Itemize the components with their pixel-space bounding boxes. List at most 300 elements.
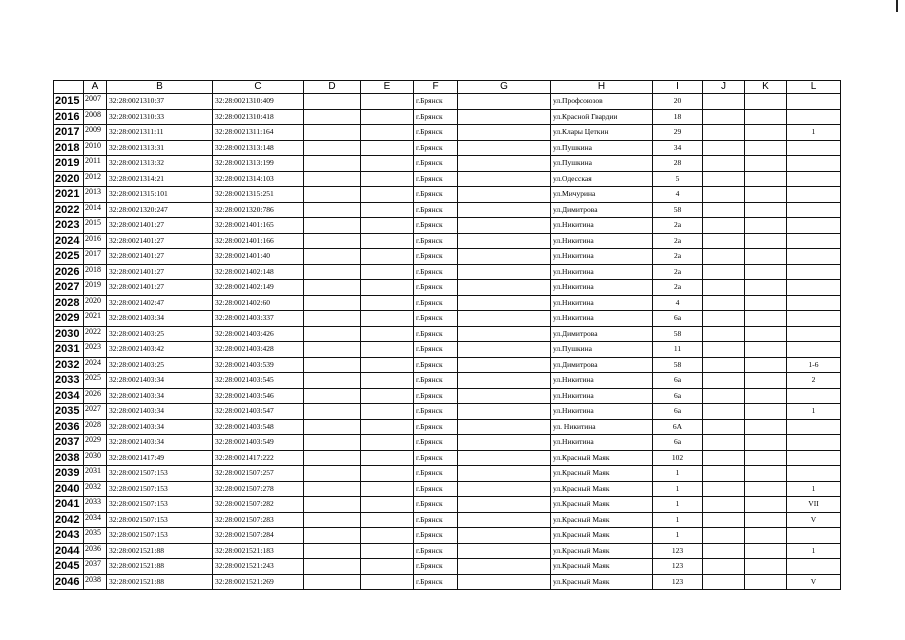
cell-a-id[interactable]: 2007 [84,94,107,110]
cell-c-cadastral-number[interactable]: 32:28:0021401:40 [213,249,304,265]
cell-j[interactable] [703,311,745,327]
row-number[interactable]: 2043 [54,528,84,544]
cell-a-id[interactable]: 2019 [84,280,107,296]
cell-i-house[interactable]: 102 [653,450,703,466]
cell-l-note[interactable] [787,202,841,218]
cell-e[interactable] [361,404,414,420]
cell-a-id[interactable]: 2011 [84,156,107,172]
cell-f-city[interactable]: г.Брянск [414,373,458,389]
row-number[interactable]: 2040 [54,481,84,497]
cell-a-id[interactable]: 2009 [84,125,107,141]
cell-h-street[interactable]: ул.Никитина [551,249,653,265]
cell-e[interactable] [361,171,414,187]
cell-l-note[interactable]: 1 [787,481,841,497]
cell-e[interactable] [361,543,414,559]
cell-i-house[interactable]: 6а [653,311,703,327]
cell-c-cadastral-number[interactable]: 32:28:0021403:547 [213,404,304,420]
cell-i-house[interactable]: 2а [653,218,703,234]
cell-h-street[interactable]: ул.Профсоюзов [551,94,653,110]
cell-e[interactable] [361,559,414,575]
cell-b-cadastral-number[interactable]: 32:28:0021403:34 [107,311,213,327]
cell-f-city[interactable]: г.Брянск [414,202,458,218]
cell-b-cadastral-number[interactable]: 32:28:0021401:27 [107,218,213,234]
cell-c-cadastral-number[interactable]: 32:28:0021507:278 [213,481,304,497]
cell-b-cadastral-number[interactable]: 32:28:0021507:153 [107,512,213,528]
cell-d[interactable] [304,466,361,482]
cell-g[interactable] [458,342,551,358]
cell-b-cadastral-number[interactable]: 32:28:0021403:25 [107,326,213,342]
cell-g[interactable] [458,450,551,466]
cell-l-note[interactable]: 1 [787,125,841,141]
cell-f-city[interactable]: г.Брянск [414,559,458,575]
cell-h-street[interactable]: ул.Красный Маяк [551,481,653,497]
cell-g[interactable] [458,559,551,575]
column-header-b[interactable]: B [107,81,213,94]
cell-e[interactable] [361,357,414,373]
cell-b-cadastral-number[interactable]: 32:28:0021507:153 [107,466,213,482]
cell-a-id[interactable]: 2008 [84,109,107,125]
cell-i-house[interactable]: 20 [653,94,703,110]
cell-h-street[interactable]: ул.Никитина [551,280,653,296]
cell-b-cadastral-number[interactable]: 32:28:0021403:34 [107,404,213,420]
cell-k[interactable] [745,326,787,342]
cell-f-city[interactable]: г.Брянск [414,233,458,249]
cell-h-street[interactable]: ул.Пушкина [551,140,653,156]
cell-g[interactable] [458,94,551,110]
cell-e[interactable] [361,497,414,513]
cell-h-street[interactable]: ул.Красный Маяк [551,497,653,513]
cell-a-id[interactable]: 2037 [84,559,107,575]
cell-k[interactable] [745,202,787,218]
cell-a-id[interactable]: 2030 [84,450,107,466]
cell-l-note[interactable] [787,140,841,156]
cell-d[interactable] [304,109,361,125]
row-number[interactable]: 2015 [54,94,84,110]
cell-a-id[interactable]: 2026 [84,388,107,404]
cell-i-house[interactable]: 2а [653,264,703,280]
cell-c-cadastral-number[interactable]: 32:28:0021315:251 [213,187,304,203]
cell-g[interactable] [458,140,551,156]
cell-d[interactable] [304,156,361,172]
cell-f-city[interactable]: г.Брянск [414,543,458,559]
cell-k[interactable] [745,528,787,544]
cell-l-note[interactable] [787,218,841,234]
cell-l-note[interactable] [787,171,841,187]
cell-i-house[interactable]: 1 [653,528,703,544]
cell-l-note[interactable] [787,342,841,358]
cell-d[interactable] [304,559,361,575]
cell-f-city[interactable]: г.Брянск [414,357,458,373]
cell-e[interactable] [361,388,414,404]
row-number[interactable]: 2028 [54,295,84,311]
cell-g[interactable] [458,435,551,451]
cell-e[interactable] [361,140,414,156]
cell-h-street[interactable]: ул.Димитрова [551,326,653,342]
cell-j[interactable] [703,497,745,513]
cell-l-note[interactable]: V [787,574,841,590]
column-header-e[interactable]: E [361,81,414,94]
row-number[interactable]: 2045 [54,559,84,575]
column-header-i[interactable]: I [653,81,703,94]
cell-j[interactable] [703,450,745,466]
row-number[interactable]: 2041 [54,497,84,513]
cell-i-house[interactable]: 123 [653,574,703,590]
cell-g[interactable] [458,280,551,296]
cell-b-cadastral-number[interactable]: 32:28:0021313:31 [107,140,213,156]
cell-i-house[interactable]: 18 [653,109,703,125]
cell-j[interactable] [703,512,745,528]
cell-a-id[interactable]: 2027 [84,404,107,420]
row-number[interactable]: 2034 [54,388,84,404]
cell-h-street[interactable]: ул.Красной Гвардии [551,109,653,125]
cell-d[interactable] [304,373,361,389]
cell-c-cadastral-number[interactable]: 32:28:0021403:428 [213,342,304,358]
cell-k[interactable] [745,450,787,466]
cell-h-street[interactable]: ул. Никитина [551,419,653,435]
cell-g[interactable] [458,249,551,265]
cell-d[interactable] [304,295,361,311]
cell-c-cadastral-number[interactable]: 32:28:0021521:183 [213,543,304,559]
cell-g[interactable] [458,202,551,218]
cell-j[interactable] [703,574,745,590]
cell-l-note[interactable]: 1 [787,543,841,559]
cell-j[interactable] [703,559,745,575]
cell-e[interactable] [361,218,414,234]
cell-b-cadastral-number[interactable]: 32:28:0021507:153 [107,528,213,544]
cell-c-cadastral-number[interactable]: 32:28:0021521:269 [213,574,304,590]
cell-g[interactable] [458,543,551,559]
cell-f-city[interactable]: г.Брянск [414,528,458,544]
cell-i-house[interactable]: 58 [653,326,703,342]
row-number[interactable]: 2027 [54,280,84,296]
cell-i-house[interactable]: 11 [653,342,703,358]
cell-k[interactable] [745,218,787,234]
row-number[interactable]: 2020 [54,171,84,187]
cell-h-street[interactable]: ул.Красный Маяк [551,528,653,544]
cell-a-id[interactable]: 2038 [84,574,107,590]
cell-c-cadastral-number[interactable]: 32:28:0021417:222 [213,450,304,466]
cell-c-cadastral-number[interactable]: 32:28:0021310:418 [213,109,304,125]
cell-g[interactable] [458,295,551,311]
cell-d[interactable] [304,187,361,203]
cell-g[interactable] [458,388,551,404]
row-number[interactable]: 2025 [54,249,84,265]
cell-e[interactable] [361,187,414,203]
cell-g[interactable] [458,233,551,249]
row-number[interactable]: 2029 [54,311,84,327]
cell-k[interactable] [745,574,787,590]
cell-i-house[interactable]: 34 [653,140,703,156]
cell-a-id[interactable]: 2014 [84,202,107,218]
cell-h-street[interactable]: ул.Никитина [551,264,653,280]
cell-i-house[interactable]: 123 [653,559,703,575]
cell-d[interactable] [304,357,361,373]
cell-b-cadastral-number[interactable]: 32:28:0021403:34 [107,435,213,451]
cell-j[interactable] [703,466,745,482]
cell-h-street[interactable]: ул.Никитина [551,218,653,234]
cell-f-city[interactable]: г.Брянск [414,419,458,435]
cell-c-cadastral-number[interactable]: 32:28:0021403:539 [213,357,304,373]
cell-e[interactable] [361,574,414,590]
cell-i-house[interactable]: 2а [653,249,703,265]
column-header-l[interactable]: L [787,81,841,94]
cell-k[interactable] [745,295,787,311]
cell-d[interactable] [304,249,361,265]
column-header-f[interactable]: F [414,81,458,94]
cell-j[interactable] [703,404,745,420]
cell-e[interactable] [361,435,414,451]
cell-a-id[interactable]: 2013 [84,187,107,203]
row-number[interactable]: 2026 [54,264,84,280]
cell-d[interactable] [304,574,361,590]
cell-d[interactable] [304,481,361,497]
cell-j[interactable] [703,171,745,187]
cell-f-city[interactable]: г.Брянск [414,140,458,156]
cell-d[interactable] [304,311,361,327]
cell-l-note[interactable]: VII [787,497,841,513]
cell-k[interactable] [745,140,787,156]
cell-k[interactable] [745,109,787,125]
column-header-d[interactable]: D [304,81,361,94]
row-number[interactable]: 2019 [54,156,84,172]
row-number[interactable]: 2039 [54,466,84,482]
cell-b-cadastral-number[interactable]: 32:28:0021311:11 [107,125,213,141]
cell-b-cadastral-number[interactable]: 32:28:0021403:34 [107,373,213,389]
cell-f-city[interactable]: г.Брянск [414,326,458,342]
cell-h-street[interactable]: ул.Красный Маяк [551,543,653,559]
cell-l-note[interactable] [787,109,841,125]
column-header-h[interactable]: H [551,81,653,94]
cell-g[interactable] [458,264,551,280]
cell-g[interactable] [458,404,551,420]
cell-d[interactable] [304,404,361,420]
cell-i-house[interactable]: 1 [653,497,703,513]
cell-j[interactable] [703,357,745,373]
cell-f-city[interactable]: г.Брянск [414,512,458,528]
cell-d[interactable] [304,388,361,404]
cell-f-city[interactable]: г.Брянск [414,481,458,497]
cell-b-cadastral-number[interactable]: 32:28:0021403:42 [107,342,213,358]
cell-d[interactable] [304,202,361,218]
cell-e[interactable] [361,156,414,172]
cell-d[interactable] [304,125,361,141]
cell-j[interactable] [703,373,745,389]
row-number[interactable]: 2038 [54,450,84,466]
cell-k[interactable] [745,559,787,575]
cell-d[interactable] [304,528,361,544]
cell-b-cadastral-number[interactable]: 32:28:0021314:21 [107,171,213,187]
cell-d[interactable] [304,264,361,280]
cell-k[interactable] [745,264,787,280]
cell-d[interactable] [304,326,361,342]
cell-i-house[interactable]: 1 [653,512,703,528]
cell-j[interactable] [703,156,745,172]
cell-g[interactable] [458,156,551,172]
cell-e[interactable] [361,202,414,218]
cell-l-note[interactable] [787,311,841,327]
cell-j[interactable] [703,140,745,156]
row-number[interactable]: 2030 [54,326,84,342]
cell-j[interactable] [703,264,745,280]
cell-l-note[interactable] [787,249,841,265]
cell-e[interactable] [361,94,414,110]
cell-g[interactable] [458,326,551,342]
cell-e[interactable] [361,311,414,327]
cell-a-id[interactable]: 2025 [84,373,107,389]
cell-g[interactable] [458,311,551,327]
cell-e[interactable] [361,528,414,544]
cell-f-city[interactable]: г.Брянск [414,404,458,420]
corner-cell[interactable] [54,81,84,94]
cell-l-note[interactable] [787,94,841,110]
cell-i-house[interactable]: 6а [653,388,703,404]
cell-b-cadastral-number[interactable]: 32:28:0021507:153 [107,497,213,513]
row-number[interactable]: 2017 [54,125,84,141]
cell-g[interactable] [458,419,551,435]
cell-i-house[interactable]: 6а [653,404,703,420]
cell-b-cadastral-number[interactable]: 32:28:0021315:101 [107,187,213,203]
cell-h-street[interactable]: ул.Никитина [551,233,653,249]
cell-h-street[interactable]: ул.Никитина [551,311,653,327]
cell-f-city[interactable]: г.Брянск [414,450,458,466]
row-number[interactable]: 2035 [54,404,84,420]
cell-j[interactable] [703,249,745,265]
cell-k[interactable] [745,280,787,296]
cell-l-note[interactable] [787,295,841,311]
cell-f-city[interactable]: г.Брянск [414,574,458,590]
cell-k[interactable] [745,512,787,528]
cell-d[interactable] [304,342,361,358]
cell-h-street[interactable]: ул.Никитина [551,373,653,389]
cell-b-cadastral-number[interactable]: 32:28:0021401:27 [107,233,213,249]
cell-d[interactable] [304,497,361,513]
cell-a-id[interactable]: 2028 [84,419,107,435]
cell-b-cadastral-number[interactable]: 32:28:0021320:247 [107,202,213,218]
cell-h-street[interactable]: ул.Мичурина [551,187,653,203]
cell-l-note[interactable] [787,280,841,296]
cell-g[interactable] [458,357,551,373]
cell-i-house[interactable]: 1 [653,481,703,497]
cell-f-city[interactable]: г.Брянск [414,280,458,296]
cell-f-city[interactable]: г.Брянск [414,311,458,327]
cell-b-cadastral-number[interactable]: 32:28:0021402:47 [107,295,213,311]
cell-c-cadastral-number[interactable]: 32:28:0021311:164 [213,125,304,141]
cell-a-id[interactable]: 2020 [84,295,107,311]
cell-b-cadastral-number[interactable]: 32:28:0021403:34 [107,388,213,404]
cell-c-cadastral-number[interactable]: 32:28:0021313:199 [213,156,304,172]
cell-e[interactable] [361,295,414,311]
cell-e[interactable] [361,512,414,528]
cell-l-note[interactable] [787,388,841,404]
cell-k[interactable] [745,388,787,404]
cell-i-house[interactable]: 6А [653,419,703,435]
cell-e[interactable] [361,373,414,389]
cell-c-cadastral-number[interactable]: 32:28:0021403:545 [213,373,304,389]
cell-c-cadastral-number[interactable]: 32:28:0021507:257 [213,466,304,482]
cell-k[interactable] [745,481,787,497]
cell-l-note[interactable] [787,419,841,435]
cell-i-house[interactable]: 123 [653,543,703,559]
column-header-k[interactable]: K [745,81,787,94]
row-number[interactable]: 2022 [54,202,84,218]
cell-g[interactable] [458,171,551,187]
cell-b-cadastral-number[interactable]: 32:28:0021521:88 [107,543,213,559]
cell-e[interactable] [361,419,414,435]
cell-l-note[interactable] [787,156,841,172]
cell-l-note[interactable] [787,528,841,544]
cell-l-note[interactable]: 1-6 [787,357,841,373]
cell-j[interactable] [703,342,745,358]
cell-f-city[interactable]: г.Брянск [414,342,458,358]
cell-i-house[interactable]: 6а [653,435,703,451]
cell-h-street[interactable]: ул.Димитрова [551,357,653,373]
cell-j[interactable] [703,280,745,296]
cell-i-house[interactable]: 2а [653,280,703,296]
cell-d[interactable] [304,171,361,187]
cell-k[interactable] [745,156,787,172]
cell-h-street[interactable]: ул.Красный Маяк [551,559,653,575]
cell-k[interactable] [745,543,787,559]
cell-j[interactable] [703,528,745,544]
cell-k[interactable] [745,373,787,389]
cell-b-cadastral-number[interactable]: 32:28:0021401:27 [107,249,213,265]
cell-e[interactable] [361,249,414,265]
cell-k[interactable] [745,125,787,141]
cell-l-note[interactable]: 1 [787,404,841,420]
cell-k[interactable] [745,435,787,451]
cell-e[interactable] [361,233,414,249]
cell-c-cadastral-number[interactable]: 32:28:0021403:426 [213,326,304,342]
cell-d[interactable] [304,450,361,466]
row-number[interactable]: 2023 [54,218,84,234]
cell-h-street[interactable]: ул.Никитина [551,435,653,451]
cell-j[interactable] [703,94,745,110]
cell-j[interactable] [703,125,745,141]
cell-i-house[interactable]: 58 [653,202,703,218]
cell-c-cadastral-number[interactable]: 32:28:0021402:60 [213,295,304,311]
cell-c-cadastral-number[interactable]: 32:28:0021310:409 [213,94,304,110]
row-number[interactable]: 2024 [54,233,84,249]
cell-h-street[interactable]: ул.Красный Маяк [551,466,653,482]
cell-k[interactable] [745,94,787,110]
cell-l-note[interactable] [787,435,841,451]
cell-b-cadastral-number[interactable]: 32:28:0021401:27 [107,280,213,296]
cell-j[interactable] [703,109,745,125]
cell-g[interactable] [458,528,551,544]
cell-c-cadastral-number[interactable]: 32:28:0021403:546 [213,388,304,404]
cell-l-note[interactable] [787,450,841,466]
cell-i-house[interactable]: 5 [653,171,703,187]
cell-j[interactable] [703,543,745,559]
cell-g[interactable] [458,125,551,141]
cell-c-cadastral-number[interactable]: 32:28:0021402:148 [213,264,304,280]
cell-k[interactable] [745,171,787,187]
row-number[interactable]: 2033 [54,373,84,389]
cell-k[interactable] [745,249,787,265]
cell-a-id[interactable]: 2031 [84,466,107,482]
cell-e[interactable] [361,109,414,125]
cell-g[interactable] [458,512,551,528]
cell-h-street[interactable]: ул.Пушкина [551,342,653,358]
cell-d[interactable] [304,419,361,435]
cell-a-id[interactable]: 2033 [84,497,107,513]
cell-d[interactable] [304,280,361,296]
cell-b-cadastral-number[interactable]: 32:28:0021521:88 [107,574,213,590]
cell-i-house[interactable]: 29 [653,125,703,141]
cell-g[interactable] [458,218,551,234]
cell-f-city[interactable]: г.Брянск [414,109,458,125]
cell-a-id[interactable]: 2016 [84,233,107,249]
